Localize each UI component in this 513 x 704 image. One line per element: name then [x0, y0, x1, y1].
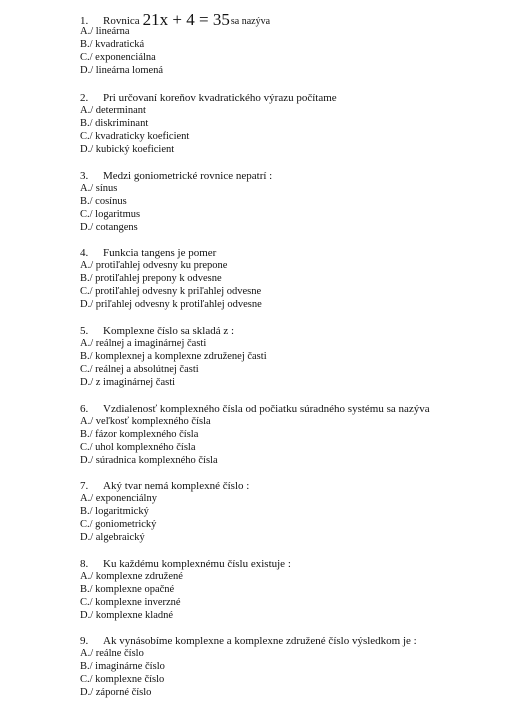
- answer-text: lineárna: [95, 26, 130, 37]
- question-text: Funkcia tangens je pomer: [103, 247, 217, 259]
- answer-letter: A./: [80, 260, 94, 271]
- question-text: Medzi goniometrické rovnice nepatrí :: [103, 170, 273, 182]
- answer-text: exponenciálna: [95, 51, 156, 63]
- answer-letter: B./: [80, 505, 93, 517]
- answer-letter: D./: [80, 64, 94, 76]
- answer-letter: D./: [80, 376, 94, 388]
- answer-letter: C./: [80, 285, 93, 297]
- answer-letter: C./: [80, 673, 93, 685]
- answer-d: [80, 65, 510, 78]
- answer-list: [80, 571, 510, 623]
- answer-text: kubický koeficient: [95, 143, 175, 155]
- answer-text: komplexne kladné: [95, 609, 174, 621]
- answer-list: [80, 183, 510, 235]
- answer-text: reálne číslo: [95, 648, 144, 659]
- answer-d: [80, 377, 510, 390]
- answer-letter: B./: [80, 583, 93, 595]
- answer-text: z imaginárnej časti: [95, 376, 176, 388]
- answer-letter: C./: [80, 208, 93, 220]
- answer-a: [80, 571, 510, 584]
- answer-list: [80, 105, 510, 157]
- answer-letter: B./: [80, 350, 93, 362]
- question-4-prompt: [80, 247, 510, 260]
- question-7: [80, 480, 510, 545]
- answer-c: [80, 364, 510, 377]
- question-number: 5.: [80, 325, 89, 337]
- answer-b: [80, 273, 510, 286]
- question-number: 2.: [80, 92, 89, 104]
- question-6-prompt: [80, 403, 510, 416]
- question-1: [80, 10, 510, 78]
- answer-a: [80, 260, 510, 273]
- question-3: [80, 170, 510, 235]
- answer-text: logaritmický: [95, 505, 149, 517]
- answer-list: [80, 493, 510, 545]
- answer-c: [80, 209, 510, 222]
- answer-text: uhol komplexného čísla: [95, 441, 196, 453]
- answer-d: [80, 144, 510, 157]
- answer-list: [80, 416, 510, 468]
- answer-letter: A./: [80, 26, 94, 37]
- question-text: Vzdialenosť komplexného čísla od počiatku súradného systému sa nazýva: [103, 403, 430, 415]
- answer-letter: B./: [80, 272, 93, 284]
- answer-b: [80, 429, 510, 442]
- answer-letter: A./: [80, 183, 94, 194]
- answer-text: súradnica komplexného čísla: [95, 454, 218, 466]
- answer-d: [80, 299, 510, 312]
- answer-letter: A./: [80, 648, 94, 659]
- answer-letter: D./: [80, 298, 94, 310]
- question-7-prompt: [80, 480, 510, 493]
- question-4: [80, 247, 510, 312]
- answer-d: [80, 532, 510, 545]
- answer-c: [80, 286, 510, 299]
- answer-letter: C./: [80, 518, 93, 530]
- question-5: [80, 325, 510, 390]
- answer-c: [80, 131, 510, 144]
- answer-text: diskriminant: [95, 117, 149, 129]
- answer-b: [80, 196, 510, 209]
- answer-text: cosínus: [95, 195, 127, 207]
- question-text: Komplexne číslo sa skladá z :: [103, 325, 235, 337]
- answer-letter: A./: [80, 105, 94, 116]
- answer-letter: A./: [80, 338, 94, 349]
- answer-letter: C./: [80, 596, 93, 608]
- question-number: 4.: [80, 247, 89, 259]
- answer-letter: D./: [80, 531, 94, 543]
- answer-text: lineárna lomená: [95, 64, 164, 76]
- answer-text: cotangens: [95, 221, 138, 233]
- answer-a: [80, 338, 510, 351]
- answer-b: [80, 351, 510, 364]
- question-2-prompt: [80, 92, 510, 105]
- answer-text: protiľahlej prepony k odvesne: [95, 272, 222, 284]
- answer-a: [80, 416, 510, 429]
- answer-text: veľkosť komplexného čísla: [95, 416, 211, 427]
- answer-d: [80, 222, 510, 235]
- answer-list: [80, 648, 510, 700]
- answer-letter: A./: [80, 416, 94, 427]
- answer-text: exponenciálny: [95, 493, 157, 504]
- answer-d: [80, 687, 510, 700]
- answer-text: kvadraticky koeficient: [95, 130, 190, 142]
- answer-text: protiľahlej odvesny k priľahlej odvesne: [95, 285, 262, 297]
- answer-letter: C./: [80, 130, 93, 142]
- answer-letter: D./: [80, 686, 94, 698]
- question-3-prompt: [80, 170, 510, 183]
- question-text: Pri určovaní koreňov kvadratického výrazu počítame: [103, 92, 337, 104]
- answer-b: [80, 118, 510, 131]
- question-9: [80, 635, 510, 700]
- question-6: [80, 403, 510, 468]
- equation: 21x + 4 = 35: [142, 10, 230, 29]
- answer-text: logaritmus: [95, 208, 141, 220]
- question-number: 6.: [80, 403, 89, 415]
- answer-text: protiľahlej odvesny ku prepone: [95, 260, 228, 271]
- question-text-after: sa nazýva: [230, 16, 271, 27]
- answer-text: fázor komplexného čísla: [95, 428, 199, 440]
- answer-letter: C./: [80, 51, 93, 63]
- question-1-prompt: [80, 10, 510, 29]
- question-text: Aký tvar nemá komplexné číslo :: [103, 480, 250, 492]
- answer-text: imaginárne číslo: [95, 660, 165, 672]
- answer-text: algebraický: [95, 531, 145, 543]
- question-2: [80, 92, 510, 157]
- answer-text: komplexne číslo: [95, 673, 165, 685]
- answer-c: [80, 442, 510, 455]
- answer-text: kvadratická: [95, 38, 145, 50]
- answer-b: [80, 584, 510, 597]
- answer-letter: B./: [80, 660, 93, 672]
- answer-text: goniometrický: [95, 518, 157, 530]
- question-8: [80, 558, 510, 623]
- answer-a: [80, 493, 510, 506]
- answer-text: reálnej a absolútnej časti: [95, 363, 199, 375]
- answer-text: komplexne opačné: [95, 583, 175, 595]
- answer-text: determinant: [95, 105, 146, 116]
- answer-text: priľahlej odvesny k protiľahlej odvesne: [95, 298, 262, 310]
- answer-c: [80, 597, 510, 610]
- answer-letter: B./: [80, 428, 93, 440]
- answer-list: [80, 26, 510, 78]
- answer-text: záporné číslo: [95, 686, 152, 698]
- answer-letter: D./: [80, 609, 94, 621]
- answer-b: [80, 39, 510, 52]
- answer-text: reálnej a imaginárnej časti: [95, 338, 207, 349]
- question-text: Rovnica: [103, 15, 140, 27]
- answer-a: [80, 183, 510, 196]
- answer-list: [80, 260, 510, 312]
- answer-d: [80, 455, 510, 468]
- answer-c: [80, 52, 510, 65]
- answer-letter: C./: [80, 441, 93, 453]
- question-8-prompt: [80, 558, 510, 571]
- answer-a: [80, 105, 510, 118]
- question-text: Ku každému komplexnému číslu existuje :: [103, 558, 291, 570]
- question-5-prompt: [80, 325, 510, 338]
- answer-text: komplexne združené: [95, 571, 183, 582]
- answer-letter: B./: [80, 38, 93, 50]
- answer-text: komplexnej a komplexne združenej časti: [95, 350, 267, 362]
- answer-c: [80, 519, 510, 532]
- question-number: 8.: [80, 558, 89, 570]
- answer-letter: D./: [80, 454, 94, 466]
- answer-letter: D./: [80, 221, 94, 233]
- question-number: 9.: [80, 635, 89, 647]
- answer-list: [80, 338, 510, 390]
- answer-text: sínus: [95, 183, 118, 194]
- answer-letter: A./: [80, 493, 94, 504]
- answer-b: [80, 661, 510, 674]
- answer-a: [80, 648, 510, 661]
- answer-b: [80, 506, 510, 519]
- question-text: Ak vynásobíme komplexne a komplexne združené číslo výsledkom je :: [103, 635, 417, 647]
- question-9-prompt: [80, 635, 510, 648]
- question-number: 1.: [80, 15, 89, 27]
- answer-text: komplexne inverzné: [95, 596, 181, 608]
- answer-letter: A./: [80, 571, 94, 582]
- answer-letter: B./: [80, 195, 93, 207]
- answer-letter: B./: [80, 117, 93, 129]
- question-number: 3.: [80, 170, 89, 182]
- answer-d: [80, 610, 510, 623]
- question-number: 7.: [80, 480, 89, 492]
- answer-c: [80, 674, 510, 687]
- answer-letter: D./: [80, 143, 94, 155]
- answer-letter: C./: [80, 363, 93, 375]
